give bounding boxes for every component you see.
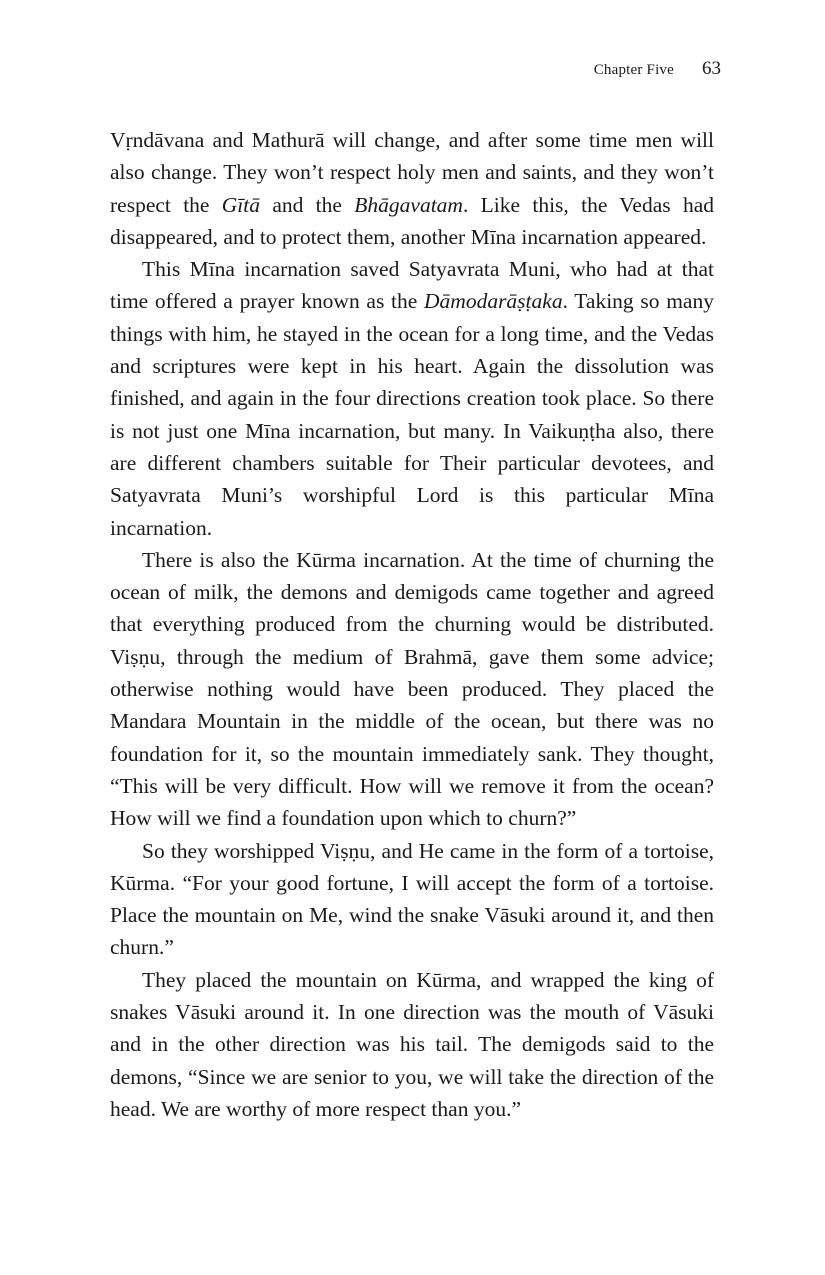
paragraph-text: They placed the mountain on Kūrma, and wrapped the king of snakes Vāsuki around it. In one direction was the mouth of Vāsuki and in the other direction was his tail. The demigods said to the demons, “Since we are senior to you, we will take the direction of the head. We are worthy of more respect than you.” bbox=[110, 967, 714, 1121]
book-title-gita: Gītā bbox=[221, 192, 261, 217]
prayer-title-damodarastaka: Dāmodarāṣṭaka bbox=[424, 289, 563, 314]
paragraph-2 bbox=[110, 253, 714, 544]
paragraph-text: So they worshipped Viṣṇu, and He came in the form of a tortoise, Kūrma. “For your good fortune, I will accept the form of a tortoise. Place the mountain on Me, wind the snake Vāsuki around it, and then churn.” bbox=[110, 838, 714, 960]
paragraph-text: There is also the Kūrma incarnation. At the time of churning the ocean of milk, the demons and demigods came together and agreed that everything produced from the churning would be distributed. Viṣṇu, through the medium of Brahmā, gave them some advice; otherwise nothing would have been produced. They placed the Mandara Mountain in the middle of the ocean, but there was no foundation for it, so the mountain immediately sank. They thought, “This will be very difficult. How will we remove it from the ocean? How will we find a foundation upon which to churn?” bbox=[110, 547, 714, 831]
paragraph-text: Vṛndāvana and Mathurā will change, and after some time men will also change. They won’t respect holy men and saints, and they won’t respect the bbox=[110, 128, 714, 217]
body-text bbox=[110, 124, 714, 1125]
paragraph-text: This Mīna incarnation saved Satyavrata Muni, who had at that time offered a prayer known as the bbox=[110, 257, 714, 314]
chapter-title: Chapter Five bbox=[593, 62, 674, 78]
paragraph-text: and the bbox=[260, 192, 355, 217]
paragraph-4 bbox=[110, 835, 714, 964]
paragraph-1 bbox=[110, 124, 714, 253]
page-number: 63 bbox=[702, 58, 721, 79]
paragraph-text: . Taking so many things with him, he stayed in the ocean for a long time, and the Vedas and scriptures were kept in his heart. Again the dissolution was finished, and again in the four directions creation took place. So there is not just one Mīna incarnation, but many. In Vaikuṇṭha also, there are different chambers suitable for Their particular devotees, and Satyavrata Muni’s worshipful Lord is this particular Mīna incarnation. bbox=[110, 289, 714, 540]
paragraph-text: . Like this, the Vedas had disappeared, and to protect them, another Mīna incarnation appeared. bbox=[110, 192, 714, 249]
paragraph-5 bbox=[110, 964, 714, 1125]
book-title-bhagavatam: Bhāgavatam bbox=[354, 192, 463, 217]
paragraph-3 bbox=[110, 544, 714, 835]
running-head bbox=[594, 58, 721, 80]
